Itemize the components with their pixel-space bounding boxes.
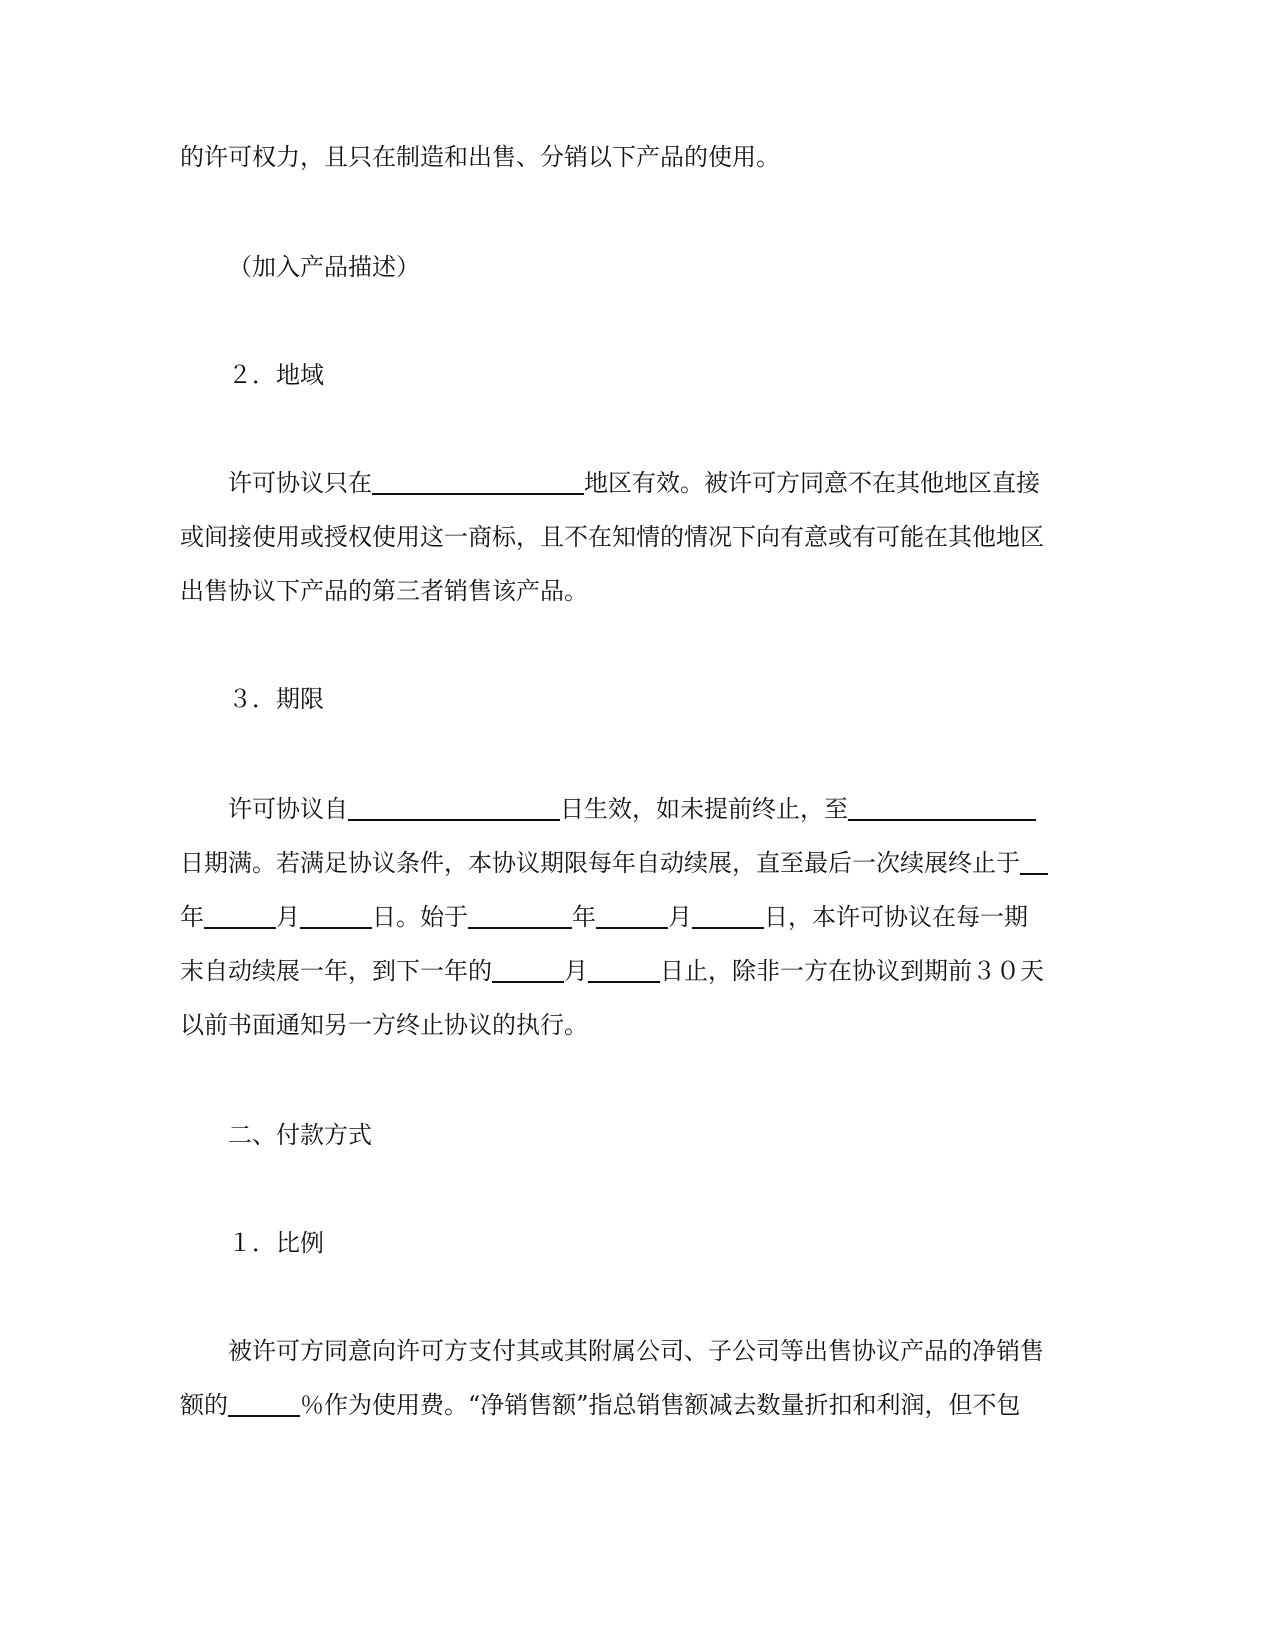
- start-month-blank[interactable]: [596, 905, 668, 929]
- heading-ratio: １．比例: [228, 1229, 324, 1257]
- heading-payment: 二、付款方式: [228, 1121, 372, 1149]
- heading-term: ３．期限: [228, 685, 324, 713]
- region-blank[interactable]: [372, 471, 584, 495]
- paragraph-term-line2: 日期满。若满足协议条件，本协议期限每年自动续展，直至最后一次续展终止于: [180, 846, 1080, 880]
- final-renewal-blank[interactable]: [1020, 851, 1048, 875]
- paragraph-term-line5: 以前书面通知另一方终止协议的执行。: [180, 1011, 588, 1039]
- paragraph-term-line3: 年 月 日。始于 年 月 日，本许可协议在每一期: [180, 903, 1028, 931]
- renew-day-blank[interactable]: [588, 959, 660, 983]
- month-blank-1[interactable]: [204, 905, 276, 929]
- start-day-blank[interactable]: [692, 905, 764, 929]
- paragraph-license-rights: 的许可权力，且只在制造和出售、分销以下产品的使用。: [180, 143, 780, 171]
- paragraph-region-line2: 或间接使用或授权使用这一商标，且不在知情的情况下向有意或有可能在其他地区: [180, 523, 1044, 551]
- heading-region: ２．地域: [228, 361, 324, 389]
- start-date-blank[interactable]: [348, 797, 560, 821]
- paragraph-region-line3: 出售协议下产品的第三者销售该产品。: [180, 577, 588, 605]
- paragraph-ratio-line1: 被许可方同意向许可方支付其或其附属公司、子公司等出售协议产品的净销售: [228, 1337, 1044, 1365]
- paragraph-term-line1: 许可协议自 日生效，如未提前终止，至: [228, 792, 1128, 826]
- day-blank-1[interactable]: [300, 905, 372, 929]
- paragraph-region-line1: 许可协议只在 地区有效。被许可方同意不在其他地区直接: [228, 469, 1040, 497]
- paragraph-ratio-line2: 额的 ％作为使用费。“净销售额”指总销售额减去数量折扣和利润，但不包: [180, 1391, 1021, 1419]
- renew-month-blank[interactable]: [492, 959, 564, 983]
- start-year-blank[interactable]: [468, 905, 572, 929]
- percentage-blank[interactable]: [228, 1393, 300, 1417]
- paragraph-term-line4: 末自动续展一年，到下一年的 月 日止，除非一方在协议到期前３０天: [180, 957, 1044, 985]
- product-description-note: （加入产品描述）: [228, 253, 420, 281]
- end-date-blank[interactable]: [848, 797, 1036, 821]
